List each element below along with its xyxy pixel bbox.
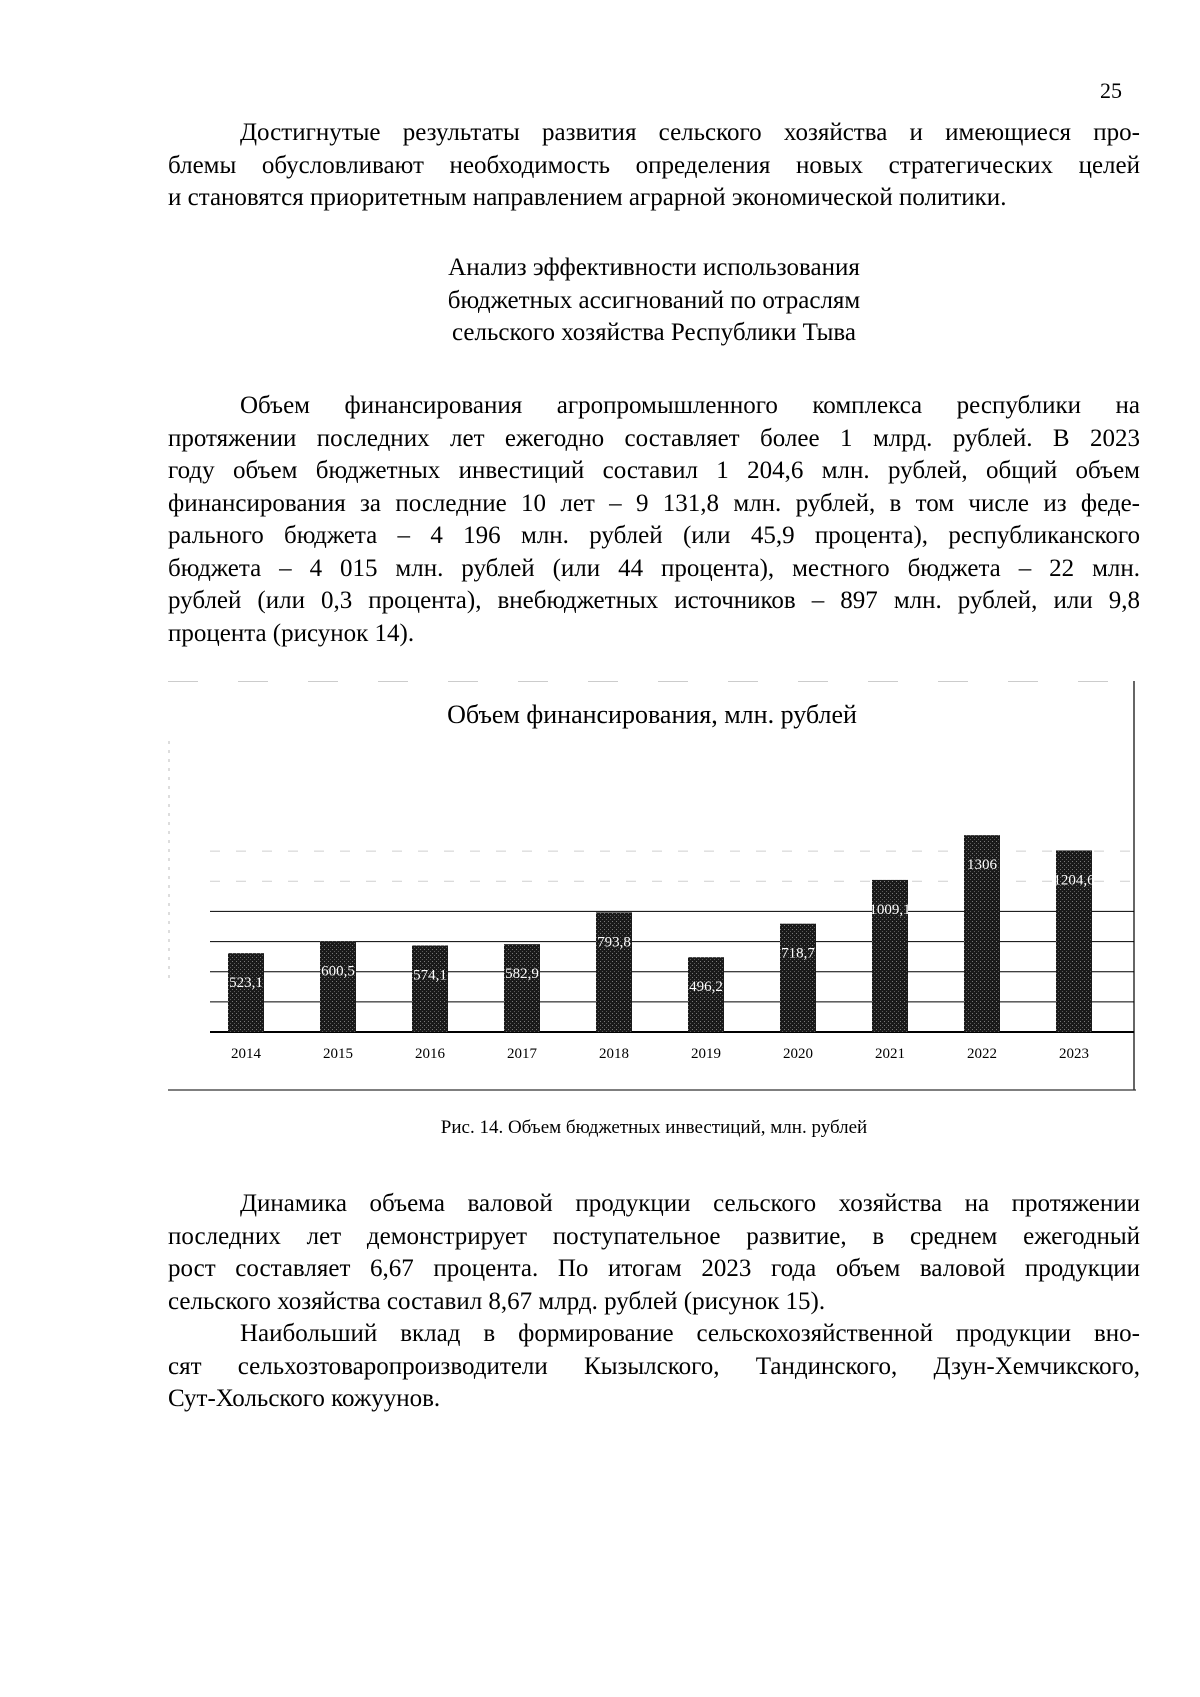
text-line: сельского хозяйства составил 8,67 млрд. рублей (рисунок 15). <box>168 1287 826 1315</box>
text-line: году объем бюджетных инвестиций составил 1 204,6 млн. рублей, общий объем <box>168 457 1140 484</box>
value-label-2014: 523,1 <box>229 975 263 992</box>
value-label-2021: 1009,1 <box>869 901 911 918</box>
value-label-2017: 582,9 <box>505 966 539 983</box>
figure-caption: Рис. 14. Объем бюджетных инвестиций, млн. рублей <box>440 1117 868 1138</box>
page-number: 25 <box>1100 78 1122 103</box>
bar-2018 <box>596 912 632 1032</box>
text-line: блемы обусловливают необходимость определения новых стратегических целей <box>168 151 1140 179</box>
text-line: процента (рисунок 14). <box>168 619 415 647</box>
x-tick-2016: 2016 <box>415 1046 445 1062</box>
bar-chart <box>168 681 1136 1091</box>
paragraph-financing <box>168 390 1140 650</box>
value-label-2022: 1306 <box>967 857 997 874</box>
chart-title: Объем финансирования, млн. рублей <box>447 700 857 729</box>
value-label-2019: 496,2 <box>689 979 723 996</box>
text-line: Наибольший вклад в формирование сельскохозяйственной продукции вно- <box>240 1320 1140 1347</box>
text-line: финансирования за последние 10 лет – 9 131,8 млн. рублей, в том числе из феде- <box>168 489 1140 517</box>
text-line: Динамика объема валовой продукции сельского хозяйства на протяжении <box>240 1190 1140 1217</box>
text-line: Сут-Хольского кожуунов. <box>168 1385 441 1412</box>
x-tick-labels <box>231 1046 1089 1062</box>
value-label-2018: 793,8 <box>597 934 631 951</box>
text-line: последних лет демонстрирует поступательное развитие, в среднем ежегодный <box>168 1222 1140 1250</box>
text-line: бюджета – 4 015 млн. рублей (или 44 процента), местного бюджета – 22 млн. <box>168 554 1140 582</box>
bars <box>228 835 1092 1032</box>
heading-line: сельского хозяйства Республики Тыва <box>452 319 856 346</box>
text-line: рублей (или 0,3 процента), внебюджетных источников – 897 млн. рублей, или 9,8 <box>168 587 1140 614</box>
bar-2015 <box>320 941 356 1032</box>
x-tick-2015: 2015 <box>323 1046 353 1062</box>
bar-2017 <box>504 944 540 1032</box>
paragraph-intro <box>168 117 1140 215</box>
text-line: рост составляет 6,67 процента. По итогам 2023 года объем валовой продукции <box>168 1255 1140 1282</box>
x-tick-2023: 2023 <box>1059 1046 1089 1062</box>
x-tick-2020: 2020 <box>783 1046 813 1062</box>
paragraph-contribution <box>168 1318 1140 1416</box>
x-tick-2022: 2022 <box>967 1046 997 1062</box>
bar-2014 <box>228 953 264 1032</box>
text-line: Объем финансирования агропромышленного комплекса республики на <box>240 392 1140 419</box>
value-label-2020: 718,7 <box>781 945 815 962</box>
text-line: и становятся приоритетным направлением аграрной экономической политики. <box>168 184 1007 211</box>
heading-line: Анализ эффективности использования <box>448 254 860 281</box>
value-label-2016: 574,1 <box>413 967 447 984</box>
text-line: протяжении последних лет ежегодно составляет более 1 млрд. рублей. В 2023 <box>168 424 1140 452</box>
text-line: Достигнутые результаты развития сельского хозяйства и имеющиеся про- <box>240 119 1140 146</box>
bar-2016 <box>412 945 448 1032</box>
value-label-2015: 600,5 <box>321 963 355 980</box>
chart-svg <box>168 681 1136 1091</box>
text-line: сят сельхозтоваропроизводители Кызылского, Тандинского, Дзун-Хемчикского, <box>168 1352 1140 1380</box>
heading-line: бюджетных ассигнований по отраслям <box>447 286 861 314</box>
x-tick-2017: 2017 <box>507 1046 537 1062</box>
x-tick-2021: 2021 <box>875 1046 905 1062</box>
value-label-2023: 1204,6 <box>1053 872 1095 889</box>
x-tick-2019: 2019 <box>691 1046 721 1062</box>
text-line: рального бюджета – 4 196 млн. рублей (или 45,9 процента), республиканского <box>168 522 1140 549</box>
x-tick-2014: 2014 <box>231 1046 261 1062</box>
section-heading <box>168 252 1140 350</box>
paragraph-dynamics <box>168 1188 1140 1318</box>
x-tick-2018: 2018 <box>599 1046 629 1062</box>
bar-2020 <box>780 924 816 1032</box>
